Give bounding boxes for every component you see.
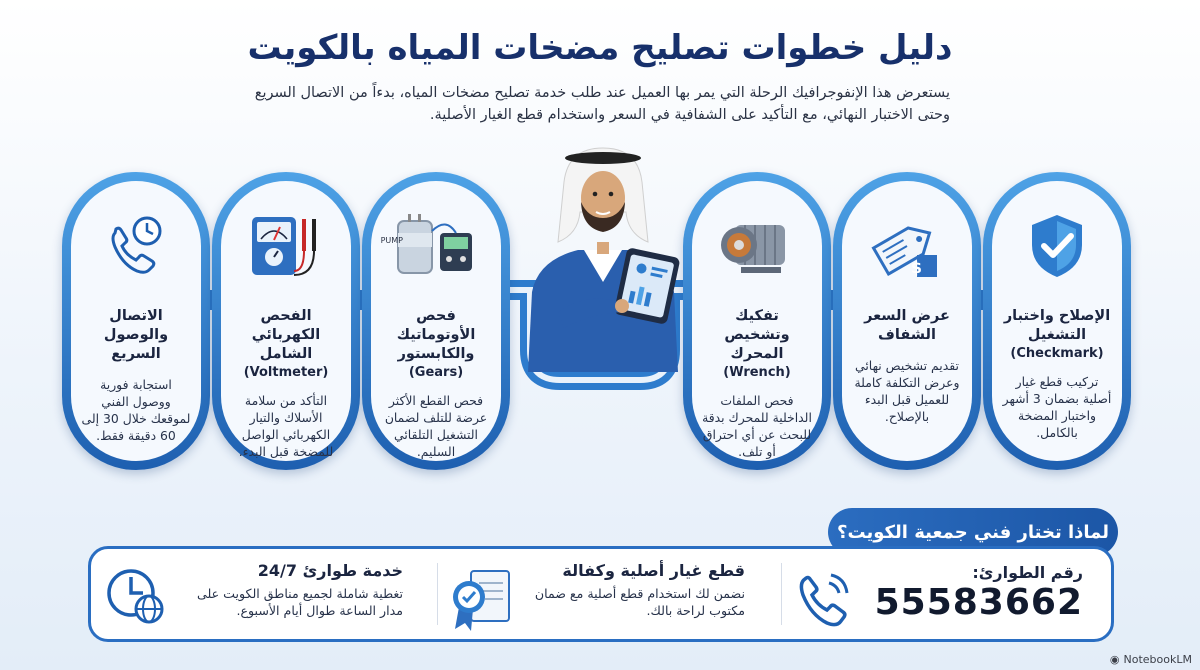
step-card-repair xyxy=(983,172,1131,470)
step-title: الاتصال والوصول السريع xyxy=(103,308,169,362)
parts-title: قطع غيار أصلية وكفالة xyxy=(562,561,745,580)
brand-label: NotebookLM xyxy=(1123,653,1192,666)
step-title: عرض السعر الشفاف xyxy=(864,308,950,343)
emergency-section xyxy=(793,557,1083,635)
step-card-motor xyxy=(683,172,831,470)
price-tag-icon xyxy=(872,211,942,281)
step-title: الإصلاح واختبار التشغيل xyxy=(1003,308,1111,343)
step-body: التأكد من سلامة الأسلاك والتيار الكهربائي الواصل للمضخة قبل البدء. xyxy=(238,393,334,459)
certificate-badge-icon xyxy=(445,563,515,637)
technician-illustration xyxy=(518,142,688,372)
step-subtitle: (Wrench) xyxy=(723,365,791,380)
step-subtitle: (Checkmark) xyxy=(1010,346,1104,361)
pump-controller-icon xyxy=(380,211,471,281)
shield-check-icon xyxy=(1022,211,1092,281)
svg-text:PUMP: PUMP xyxy=(380,236,403,245)
phone-clock-icon xyxy=(101,211,171,281)
page-title: دليل خطوات تصليح مضخات المياه بالكويت xyxy=(247,28,953,68)
step-card-price xyxy=(833,172,981,470)
step-subtitle: (Voltmeter) xyxy=(243,365,329,380)
divider xyxy=(437,563,438,625)
step-card-automatic xyxy=(362,172,510,470)
intro-text: يستعرض هذا الإنفوجرافيك الرحلة التي يمر بها العميل عند طلب خدمة تصليح مضخات المياه، بدءاً من الاتصال السريع وحتى الاختبار النهائي، مع التأكيد على الشفافية في السعر واستخدام قطع الغيار الأصلية. xyxy=(254,85,950,123)
step-card-electrical xyxy=(212,172,360,470)
step-body: تركيب قطع غيار أصلية بضمان 3 أشهر واختبار المضخة بالكامل. xyxy=(1002,374,1112,440)
parts-body: نضمن لك استخدام قطع أصلية مع ضمان مكتوب لراحة بالك. xyxy=(534,586,745,618)
emergency-label: رقم الطوارئ: xyxy=(972,563,1083,582)
step-body: فحص القطع الأكثر عرضة للتلف لضمان التشغيل التلقائي السليم. xyxy=(384,393,488,459)
globe-clock-icon xyxy=(103,563,167,631)
motor-icon xyxy=(722,211,792,281)
emergency-number[interactable]: 55583662 xyxy=(874,582,1083,623)
step-title: الفحص الكهربائي الشامل xyxy=(251,308,321,362)
voltmeter-icon xyxy=(251,211,321,281)
step-card-call xyxy=(62,172,210,470)
divider xyxy=(781,563,782,625)
phone-call-icon xyxy=(793,569,855,635)
notebook-logo-icon: ◉ xyxy=(1109,653,1120,666)
step-title: فحص الأوتوماتيك والكابستور xyxy=(396,308,476,362)
service-title: خدمة طوارئ 24/7 xyxy=(257,561,403,580)
step-title: تفكيك وتشخيص المحرك xyxy=(724,308,790,362)
step-subtitle: (Gears) xyxy=(408,365,464,380)
svg-text:$: $ xyxy=(910,258,922,277)
step-body: استجابة فورية ووصول الفني لموقعك خلال 30 إلى 60 دقيقة فقط. xyxy=(81,377,191,443)
parts-section xyxy=(445,557,745,635)
why-section xyxy=(88,546,1114,642)
why-heading: لماذا تختار فني جمعية الكويت؟ xyxy=(828,508,1118,556)
brand-mark xyxy=(1110,653,1192,666)
step-body: فحص الملفات الداخلية للمحرك بدقة للبحث عن أي احتراق أو تلف. xyxy=(702,393,812,459)
step-body: تقديم تشخيص نهائي وعرض التكلفة كاملة للعميل قبل البدء بالإصلاح. xyxy=(854,358,960,424)
service-body: تغطية شاملة لجميع مناطق الكويت على مدار الساعة طوال أيام الأسبوع. xyxy=(196,586,403,618)
service-section xyxy=(103,557,403,635)
